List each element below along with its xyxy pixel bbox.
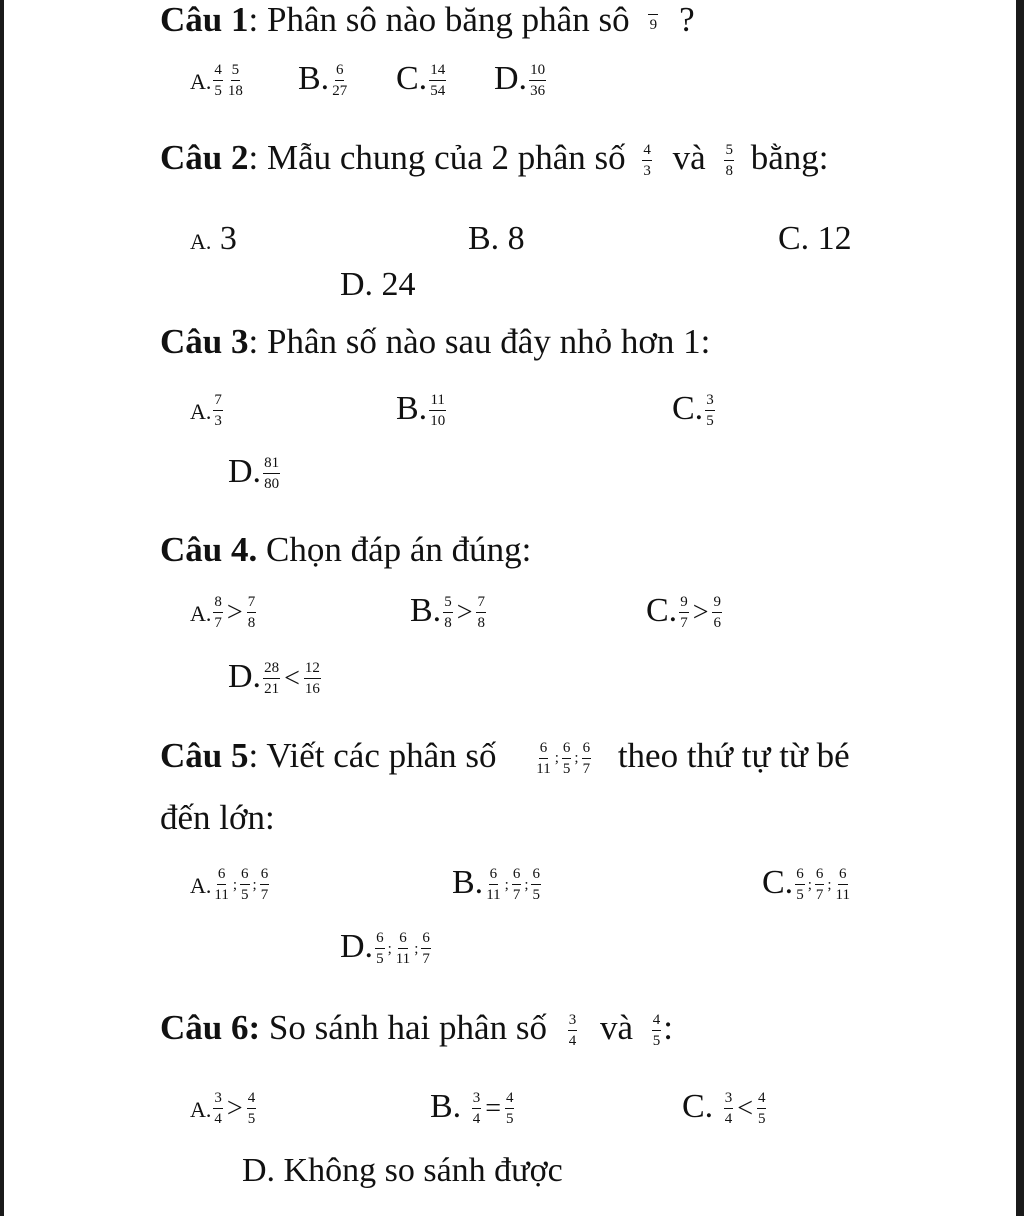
relation-sign: > [456, 597, 473, 629]
fraction: $\frac{5}{18}$ [227, 62, 243, 100]
relation-sign: = [485, 1093, 501, 1125]
fraction: $\frac{3}{4}$ [472, 1090, 481, 1128]
fraction: $\frac{6}{5}$ [376, 930, 384, 968]
q5-option-c[interactable]: C. $\frac{6}{5}$ ; $\frac{6}{7}$ ; $\frac{6}{11}$ [762, 864, 850, 904]
fraction: $\frac{8}{7}$ [214, 594, 222, 632]
fraction: $\frac{3}{4}$ [214, 1090, 222, 1128]
fraction: $\frac{6}{11}$ [486, 866, 501, 904]
fraction: $\frac{6}{5}$ [562, 739, 571, 777]
fraction: $\frac{6}{27}$ [332, 62, 348, 100]
q2-option-c[interactable]: C. 12 [778, 220, 852, 257]
q3-option-d[interactable]: D. $\frac{81}{80}$ [228, 453, 280, 493]
question-2 [160, 140, 828, 179]
question-5-label: Câu 5 [160, 736, 249, 775]
fraction: $\frac{6}{7}$ [582, 739, 591, 777]
q6-option-d[interactable]: D. Không so sánh được [242, 1152, 563, 1189]
scan-edge-right [1016, 0, 1024, 1216]
fraction: $\frac{4}{5}$ [757, 1090, 766, 1128]
q1-option-b[interactable]: B. $\frac{6}{27}$ [298, 60, 348, 100]
q2-option-b[interactable]: B. 8 [468, 220, 525, 257]
question-4-text: Chọn đáp án đúng: [257, 530, 532, 569]
q3-option-c[interactable]: C. $\frac{3}{5}$ [672, 390, 714, 430]
fraction: $\frac{6}{11}$ [835, 866, 850, 904]
fraction: $\frac{6}{5}$ [796, 866, 804, 904]
question-1-label: Câu 1 [160, 0, 249, 39]
fraction: $\frac{6}{11}$ [536, 739, 551, 777]
q5-option-a[interactable]: A. $\frac{6}{11}$ ; $\frac{6}{5}$ ; $\frac{6}{7}$ [190, 866, 269, 904]
question-4-label: Câu 4. [160, 530, 258, 569]
question-3 [160, 324, 710, 359]
q1-option-a[interactable]: A. $\frac{4}{5}$ $\frac{5}{18}$ [190, 62, 243, 100]
question-1-fraction: 9 [648, 12, 658, 33]
question-2-fraction-2: $\frac{5}{8}$ [725, 141, 733, 179]
q3-option-a[interactable]: A. $\frac{7}{3}$ [190, 392, 222, 430]
question-6-end: : [663, 1008, 673, 1047]
fraction: $\frac{9}{7}$ [680, 594, 688, 632]
q4-option-b[interactable]: B. $\frac{5}{8}$ > $\frac{7}{8}$ [410, 592, 485, 632]
fraction: $\frac{4}{5}$ [214, 62, 222, 100]
fraction: $\frac{28}{21}$ [264, 660, 280, 698]
fraction: $\frac{6}{11}$ [395, 930, 411, 968]
q4-option-d[interactable]: D. $\frac{28}{21}$ < $\frac{12}{16}$ [228, 658, 320, 698]
question-1-end: ? [679, 0, 695, 39]
fraction: $\frac{12}{16}$ [304, 660, 320, 698]
question-1-text: : Phân sô nào băng phân sô [248, 0, 630, 39]
relation-sign: > [226, 1093, 243, 1125]
q5-option-b[interactable]: B. $\frac{6}{11}$ ; $\frac{6}{7}$ ; $\frac{6}{5}$ [452, 864, 540, 904]
fraction: $\frac{6}{7}$ [260, 866, 269, 904]
fraction: $\frac{6}{7}$ [422, 930, 430, 968]
question-6-fraction-1: $\frac{3}{4}$ [568, 1011, 577, 1049]
q1-option-d[interactable]: D. $\frac{10}{36}$ [494, 60, 546, 100]
question-6-text: So sánh hai phân số [260, 1008, 547, 1047]
relation-sign: < [284, 663, 300, 695]
fraction: $\frac{6}{11}$ [214, 866, 229, 904]
q4-option-c[interactable]: C. $\frac{9}{7}$ > $\frac{9}{6}$ [646, 592, 721, 632]
relation-sign: < [737, 1093, 753, 1125]
fraction: $\frac{6}{7}$ [815, 866, 824, 904]
fraction: $\frac{4}{5}$ [505, 1090, 514, 1128]
fraction: $\frac{7}{3}$ [214, 392, 222, 430]
fraction: $\frac{81}{80}$ [264, 455, 280, 493]
fraction: $\frac{3}{4}$ [724, 1090, 733, 1128]
fraction: $\frac{4}{5}$ [247, 1090, 256, 1128]
fraction: $\frac{10}{36}$ [530, 62, 546, 100]
question-2-label: Câu 2 [160, 138, 249, 177]
question-5-text: : Viết các phân số [248, 736, 497, 775]
question-3-label: Câu 3 [160, 322, 249, 361]
q5-option-d[interactable]: D. $\frac{6}{5}$ ; $\frac{6}{11}$ ; $\frac{6}{7}$ [340, 928, 430, 968]
q2-option-a[interactable]: A. 3 [190, 220, 237, 257]
q3-option-b[interactable]: B. $\frac{11}{10}$ [396, 390, 446, 430]
question-4 [160, 532, 531, 567]
question-2-fraction-1: $\frac{4}{3}$ [643, 141, 651, 179]
fraction: $\frac{7}{8}$ [247, 594, 256, 632]
fraction: $\frac{5}{8}$ [444, 594, 452, 632]
fraction: $\frac{6}{5}$ [241, 866, 249, 904]
relation-sign: > [692, 597, 709, 629]
question-6-conj: và [599, 1008, 633, 1047]
question-5-tail: theo thứ tự từ bé [617, 736, 850, 775]
question-6-label: Câu 6: [160, 1008, 261, 1047]
question-2-conj: và [672, 138, 706, 177]
fraction: $\frac{6}{5}$ [532, 866, 540, 904]
question-3-text: : Phân số nào sau đây nhỏ hơn 1: [248, 322, 711, 361]
fraction: $\frac{7}{8}$ [477, 594, 485, 632]
relation-sign: > [226, 597, 243, 629]
fraction: $\frac{6}{7}$ [512, 866, 521, 904]
scan-edge-left [0, 0, 4, 1216]
question-5: Câu 5: Viết các phân số $\frac{6}{11}$ ; $\frac{6}{5}$ ; $\frac{6}{7}$ theo thứ tự từ bé [160, 736, 850, 777]
question-6 [160, 1010, 673, 1049]
fraction: $\frac{11}{10}$ [430, 392, 446, 430]
question-6-fraction-2: $\frac{4}{5}$ [652, 1011, 661, 1049]
fraction: $\frac{3}{5}$ [706, 392, 714, 430]
question-5-line-2: đến lớn: [160, 798, 275, 837]
fraction: $\frac{9}{6}$ [713, 594, 721, 632]
q4-option-a[interactable]: A. $\frac{8}{7}$ > $\frac{7}{8}$ [190, 594, 256, 632]
q6-option-c[interactable]: C. $\frac{3}{4}$ < $\frac{4}{5}$ [682, 1088, 766, 1128]
q6-option-a[interactable]: A. $\frac{3}{4}$ > $\frac{4}{5}$ [190, 1090, 256, 1128]
fraction: $\frac{14}{54}$ [430, 62, 446, 100]
question-2-text: : Mẫu chung của 2 phân số [248, 138, 626, 177]
q1-option-c[interactable]: C. $\frac{14}{54}$ [396, 60, 446, 100]
question-1 [160, 2, 695, 37]
question-2-end: bằng: [750, 138, 829, 177]
q6-option-b[interactable]: B. $\frac{3}{4}$ = $\frac{4}{5}$ [430, 1088, 514, 1128]
q2-option-d[interactable]: D. 24 [340, 266, 416, 303]
